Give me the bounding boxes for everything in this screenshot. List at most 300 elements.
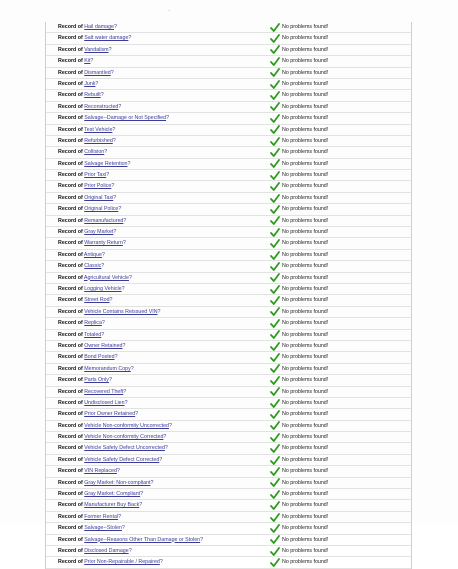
record-prefix: Record of xyxy=(58,274,83,281)
status-cell xyxy=(268,421,328,431)
record-label-cell xyxy=(46,125,268,135)
status-cell xyxy=(268,307,328,317)
question-mark: ? xyxy=(122,342,126,349)
status-text: No problems found! xyxy=(282,434,329,441)
status-cell xyxy=(268,535,328,545)
record-label-cell xyxy=(46,478,268,488)
record-label-cell xyxy=(46,330,268,340)
record-label-cell xyxy=(46,216,268,226)
record-type-link[interactable]: Original Police xyxy=(84,206,119,213)
record-prefix: Record of xyxy=(58,502,83,509)
table-row xyxy=(46,204,411,215)
scan-mark: - xyxy=(168,8,170,14)
record-label-cell xyxy=(46,341,268,351)
record-label-cell xyxy=(46,79,268,89)
table-row xyxy=(46,546,411,557)
status-text: No problems found! xyxy=(282,502,329,509)
status-text: No problems found! xyxy=(282,342,329,349)
checkmark-icon xyxy=(270,524,280,533)
record-type-link[interactable]: Parts Only xyxy=(84,377,109,384)
record-label-cell xyxy=(46,250,268,260)
question-mark: ? xyxy=(123,388,127,395)
record-prefix: Record of xyxy=(58,388,83,395)
record-label-cell xyxy=(46,432,268,442)
record-prefix: Record of xyxy=(58,422,83,429)
checkmark-icon xyxy=(270,102,280,111)
question-mark: ? xyxy=(164,445,168,452)
status-text: No problems found! xyxy=(282,58,329,65)
record-type-link[interactable]: Gray Market xyxy=(84,229,114,236)
record-type-link[interactable]: Memorandum Copy xyxy=(84,365,131,372)
record-prefix: Record of xyxy=(58,297,83,304)
record-type-link[interactable]: Gray Market: Compliant xyxy=(84,491,141,498)
table-row xyxy=(46,387,411,398)
status-cell xyxy=(268,193,328,203)
question-mark: ? xyxy=(121,525,125,532)
record-type-link[interactable]: Antique xyxy=(83,251,102,258)
status-cell xyxy=(268,90,328,100)
record-label-cell xyxy=(46,181,268,191)
record-label-cell xyxy=(46,535,268,545)
record-label-cell xyxy=(46,352,268,362)
record-type-link[interactable]: Vehicle Safety Defect Uncorrected xyxy=(84,445,165,452)
record-type-link[interactable]: Disclosed Damage xyxy=(84,547,129,554)
checkmark-icon xyxy=(270,80,280,89)
status-text: No problems found! xyxy=(282,388,329,395)
checkmark-icon xyxy=(270,342,280,351)
table-row xyxy=(46,22,411,33)
status-cell xyxy=(268,170,328,180)
checkmark-icon xyxy=(270,228,280,237)
record-type-link[interactable]: Kit xyxy=(84,58,91,65)
checkmark-icon xyxy=(270,159,280,168)
checkmark-icon xyxy=(270,125,280,134)
record-type-link[interactable]: Salvage Retention xyxy=(84,160,128,167)
status-cell xyxy=(268,22,328,32)
status-text: No problems found! xyxy=(282,411,329,418)
table-row xyxy=(46,79,411,90)
record-type-link[interactable]: Agricultural Vehicle xyxy=(83,274,129,281)
table-row xyxy=(46,227,411,238)
checkmark-icon xyxy=(270,262,280,271)
status-cell xyxy=(268,159,328,169)
status-cell xyxy=(268,136,328,146)
question-mark: ? xyxy=(157,308,161,315)
record-label-cell xyxy=(46,409,268,419)
record-label-cell xyxy=(46,238,268,248)
record-prefix: Record of xyxy=(58,69,83,76)
record-type-link[interactable]: Bond Posted xyxy=(84,354,115,361)
checkmark-icon xyxy=(270,307,280,316)
record-type-link[interactable]: Classic xyxy=(84,263,102,270)
status-cell xyxy=(268,204,328,214)
table-row xyxy=(46,45,411,56)
table-row xyxy=(46,307,411,318)
record-prefix: Record of xyxy=(58,46,83,53)
record-type-link[interactable]: Vehicle Contains Reissued VIN xyxy=(84,308,158,315)
status-cell xyxy=(268,68,328,78)
record-prefix: Record of xyxy=(58,194,83,201)
table-row xyxy=(46,238,411,249)
checkmark-icon xyxy=(270,34,280,43)
checkmark-icon xyxy=(270,353,280,362)
checkmark-icon xyxy=(270,273,280,282)
record-label-cell xyxy=(46,56,268,66)
status-cell xyxy=(268,284,328,294)
question-mark: ? xyxy=(122,240,126,247)
record-prefix: Record of xyxy=(58,206,83,213)
question-mark: ? xyxy=(128,547,132,554)
table-row xyxy=(46,352,411,363)
question-mark: ? xyxy=(113,194,117,201)
status-text: No problems found! xyxy=(282,479,329,486)
status-text: No problems found! xyxy=(282,536,329,543)
table-row xyxy=(46,330,411,341)
record-type-link[interactable]: Vehicle Safety Defect Corrected xyxy=(84,456,160,463)
record-type-link[interactable]: Replica xyxy=(84,320,102,327)
record-type-link[interactable]: Logging Vehicle xyxy=(84,285,122,292)
question-mark: ? xyxy=(166,115,170,122)
record-type-link[interactable]: Rebuilt xyxy=(84,92,101,99)
record-label-cell xyxy=(46,273,268,283)
checkmark-icon xyxy=(270,330,280,339)
record-label-cell xyxy=(46,22,268,32)
record-type-link[interactable]: Test Vehicle xyxy=(84,126,113,133)
checkmark-icon xyxy=(270,296,280,305)
table-row xyxy=(46,33,411,44)
checkmark-icon xyxy=(270,91,280,100)
question-mark: ? xyxy=(100,92,104,99)
record-label-cell xyxy=(46,227,268,237)
record-type-link[interactable]: Vehicle Non-conformity Uncorrected xyxy=(84,422,170,429)
status-cell xyxy=(268,546,328,556)
status-text: No problems found! xyxy=(282,217,329,224)
checkmark-icon xyxy=(270,558,280,567)
record-type-link[interactable]: Reconstructed xyxy=(84,103,119,110)
record-type-link[interactable]: Vehicle Non-conformity Corrected xyxy=(84,434,164,441)
record-prefix: Record of xyxy=(58,263,83,270)
table-row xyxy=(46,250,411,261)
record-prefix: Record of xyxy=(58,479,83,486)
checkmark-icon xyxy=(270,45,280,54)
record-type-link[interactable]: Refurbished xyxy=(84,137,113,144)
table-row xyxy=(46,193,411,204)
record-prefix: Record of xyxy=(58,513,83,520)
status-text: No problems found! xyxy=(282,46,329,53)
record-label-cell xyxy=(46,387,268,397)
record-type-link[interactable]: Owner Retained xyxy=(84,342,123,349)
status-text: No problems found! xyxy=(282,377,329,384)
record-type-link[interactable]: Salvage--Reasons Other Than Damage or Stolen xyxy=(84,536,201,543)
status-cell xyxy=(268,466,328,476)
status-text: No problems found! xyxy=(282,240,329,247)
table-row xyxy=(46,398,411,409)
record-label-cell xyxy=(46,68,268,78)
record-type-link[interactable]: Dismantled xyxy=(84,69,111,76)
record-type-link[interactable]: Remanufactured xyxy=(84,217,124,224)
record-prefix: Record of xyxy=(58,126,83,133)
question-mark: ? xyxy=(135,411,139,418)
record-type-link[interactable]: Street Rod xyxy=(84,297,110,304)
record-prefix: Record of xyxy=(58,320,83,327)
question-mark: ? xyxy=(106,172,110,179)
question-mark: ? xyxy=(121,285,125,292)
question-mark: ? xyxy=(127,160,131,167)
status-text: No problems found! xyxy=(282,547,329,554)
record-label-cell xyxy=(46,284,268,294)
record-label-cell xyxy=(46,45,268,55)
status-text: No problems found! xyxy=(282,422,329,429)
record-prefix: Record of xyxy=(58,491,83,498)
question-mark: ? xyxy=(114,354,118,361)
record-type-link[interactable]: VIN Replaced xyxy=(84,468,117,475)
question-mark: ? xyxy=(118,103,122,110)
table-row xyxy=(46,364,411,375)
status-cell xyxy=(268,33,328,43)
status-cell xyxy=(268,330,328,340)
status-text: No problems found! xyxy=(282,115,329,122)
status-text: No problems found! xyxy=(282,263,329,270)
record-prefix: Record of xyxy=(58,342,83,349)
table-row xyxy=(46,147,411,158)
question-mark: ? xyxy=(101,251,105,258)
checkmark-icon xyxy=(270,57,280,66)
record-prefix: Record of xyxy=(58,411,83,418)
checkmark-icon xyxy=(270,490,280,499)
question-mark: ? xyxy=(130,365,134,372)
status-cell xyxy=(268,478,328,488)
record-type-link[interactable]: Gray Market: Non-compliant xyxy=(84,479,151,486)
checkmark-icon xyxy=(270,148,280,157)
question-mark: ? xyxy=(101,320,105,327)
table-row xyxy=(46,432,411,443)
table-row xyxy=(46,421,411,432)
question-mark: ? xyxy=(113,24,117,30)
question-mark: ? xyxy=(124,399,128,406)
question-mark: ? xyxy=(140,491,144,498)
question-mark: ? xyxy=(108,46,112,53)
record-type-link[interactable]: Vandalism xyxy=(84,46,109,53)
record-type-link[interactable]: Totaled xyxy=(84,331,102,338)
record-type-link[interactable]: Warranty Return xyxy=(84,240,123,247)
question-mark: ? xyxy=(118,206,122,213)
status-text: No problems found! xyxy=(282,399,329,406)
question-mark: ? xyxy=(128,274,132,281)
status-cell xyxy=(268,216,328,226)
record-prefix: Record of xyxy=(58,35,83,42)
record-prefix: Record of xyxy=(58,240,83,247)
record-prefix: Record of xyxy=(58,331,83,338)
question-mark: ? xyxy=(104,149,108,156)
status-cell xyxy=(268,181,328,191)
record-type-link[interactable]: Junk xyxy=(84,80,96,87)
status-cell xyxy=(268,273,328,283)
checkmark-icon xyxy=(270,467,280,476)
record-type-link[interactable]: Prior Owner Retained xyxy=(84,411,136,418)
question-mark: ? xyxy=(90,58,94,65)
checkmark-icon xyxy=(270,319,280,328)
record-label-cell xyxy=(46,102,268,112)
checkmark-icon xyxy=(270,68,280,77)
status-cell xyxy=(268,56,328,66)
checkmark-icon xyxy=(270,137,280,146)
status-text: No problems found! xyxy=(282,285,329,292)
title-brand-check-table xyxy=(45,22,412,569)
table-row xyxy=(46,125,411,136)
record-type-link[interactable]: Salt water damage xyxy=(84,35,129,42)
question-mark: ? xyxy=(159,559,163,566)
record-label-cell xyxy=(46,170,268,180)
table-row xyxy=(46,136,411,147)
table-row xyxy=(46,512,411,523)
record-prefix: Record of xyxy=(58,525,83,532)
question-mark: ? xyxy=(200,536,204,543)
status-text: No problems found! xyxy=(282,331,329,338)
record-prefix: Record of xyxy=(58,251,83,258)
record-type-link[interactable]: Prior Taxi xyxy=(84,172,107,179)
status-text: No problems found! xyxy=(282,92,329,99)
question-mark: ? xyxy=(139,502,143,509)
record-type-link[interactable]: Salvage--Stolen xyxy=(84,525,122,532)
record-prefix: Record of xyxy=(58,92,83,99)
table-row xyxy=(46,466,411,477)
table-row xyxy=(46,170,411,181)
table-row xyxy=(46,341,411,352)
record-prefix: Record of xyxy=(58,445,83,452)
question-mark: ? xyxy=(118,513,122,520)
table-row xyxy=(46,68,411,79)
table-row xyxy=(46,557,411,568)
status-cell xyxy=(268,238,328,248)
table-row xyxy=(46,478,411,489)
record-label-cell xyxy=(46,261,268,271)
checkmark-icon xyxy=(270,23,280,32)
status-text: No problems found! xyxy=(282,445,329,452)
question-mark: ? xyxy=(159,456,163,463)
table-row xyxy=(46,273,411,284)
status-text: No problems found! xyxy=(282,297,329,304)
question-mark: ? xyxy=(101,331,105,338)
record-prefix: Record of xyxy=(58,559,83,566)
record-type-link[interactable]: Former Rental xyxy=(84,513,119,520)
record-label-cell xyxy=(46,455,268,465)
record-type-link[interactable]: Prior Police xyxy=(84,183,112,190)
checkmark-icon xyxy=(270,433,280,442)
status-text: No problems found! xyxy=(282,274,329,281)
table-row xyxy=(46,443,411,454)
record-prefix: Record of xyxy=(58,183,83,190)
record-prefix: Record of xyxy=(58,456,83,463)
record-type-link[interactable]: Hail damage xyxy=(84,24,114,30)
table-row xyxy=(46,284,411,295)
status-text: No problems found! xyxy=(282,229,329,236)
status-cell xyxy=(268,113,328,123)
record-type-link[interactable]: Collision xyxy=(84,149,105,156)
record-label-cell xyxy=(46,159,268,169)
status-text: No problems found! xyxy=(282,35,329,42)
record-label-cell xyxy=(46,193,268,203)
status-text: No problems found! xyxy=(282,468,329,475)
status-cell xyxy=(268,341,328,351)
record-label-cell xyxy=(46,557,268,567)
checkmark-icon xyxy=(270,535,280,544)
question-mark: ? xyxy=(110,69,114,76)
status-cell xyxy=(268,512,328,522)
status-cell xyxy=(268,318,328,328)
record-label-cell xyxy=(46,318,268,328)
status-cell xyxy=(268,432,328,442)
record-type-link[interactable]: Salvage--Damage or Not Specified xyxy=(84,115,167,122)
record-label-cell xyxy=(46,398,268,408)
status-cell xyxy=(268,398,328,408)
status-cell xyxy=(268,375,328,385)
table-row xyxy=(46,90,411,101)
status-text: No problems found! xyxy=(282,69,329,76)
checkmark-icon xyxy=(270,194,280,203)
status-cell xyxy=(268,102,328,112)
status-cell xyxy=(268,455,328,465)
record-prefix: Record of xyxy=(58,434,83,441)
status-text: No problems found! xyxy=(282,137,329,144)
record-label-cell xyxy=(46,307,268,317)
record-type-link[interactable]: Recovered Theft xyxy=(84,388,124,395)
status-cell xyxy=(268,79,328,89)
record-prefix: Record of xyxy=(58,137,83,144)
record-prefix: Record of xyxy=(58,80,83,87)
table-row xyxy=(46,261,411,272)
checkmark-icon xyxy=(270,421,280,430)
status-text: No problems found! xyxy=(282,559,329,566)
status-cell xyxy=(268,125,328,135)
record-prefix: Record of xyxy=(58,468,83,475)
table-row xyxy=(46,535,411,546)
table-row xyxy=(46,181,411,192)
record-label-cell xyxy=(46,136,268,146)
checkmark-icon xyxy=(270,251,280,260)
record-type-link[interactable]: Undisclosed Lien xyxy=(84,399,125,406)
status-cell xyxy=(268,489,328,499)
status-cell xyxy=(268,364,328,374)
record-label-cell xyxy=(46,90,268,100)
checkmark-icon xyxy=(270,205,280,214)
record-prefix: Record of xyxy=(58,229,83,236)
checkmark-icon xyxy=(270,387,280,396)
checkmark-icon xyxy=(270,547,280,556)
question-mark: ? xyxy=(109,297,113,304)
record-label-cell xyxy=(46,204,268,214)
status-text: No problems found! xyxy=(282,194,329,201)
record-type-link[interactable]: Prior Non-Repairable / Repaired xyxy=(84,559,160,566)
status-text: No problems found! xyxy=(282,513,329,520)
record-label-cell xyxy=(46,147,268,157)
table-row xyxy=(46,409,411,420)
table-row xyxy=(46,455,411,466)
question-mark: ? xyxy=(123,217,127,224)
question-mark: ? xyxy=(113,229,117,236)
checkmark-icon xyxy=(270,444,280,453)
table-row xyxy=(46,375,411,386)
record-prefix: Record of xyxy=(58,115,83,122)
record-label-cell xyxy=(46,500,268,510)
record-prefix: Record of xyxy=(58,217,83,224)
status-text: No problems found! xyxy=(282,525,329,532)
status-text: No problems found! xyxy=(282,206,329,213)
record-type-link[interactable]: Original Taxi xyxy=(84,194,114,201)
table-row xyxy=(46,216,411,227)
status-text: No problems found! xyxy=(282,491,329,498)
record-prefix: Record of xyxy=(58,103,83,110)
record-type-link[interactable]: Manufacturer Buy Back xyxy=(84,502,140,509)
